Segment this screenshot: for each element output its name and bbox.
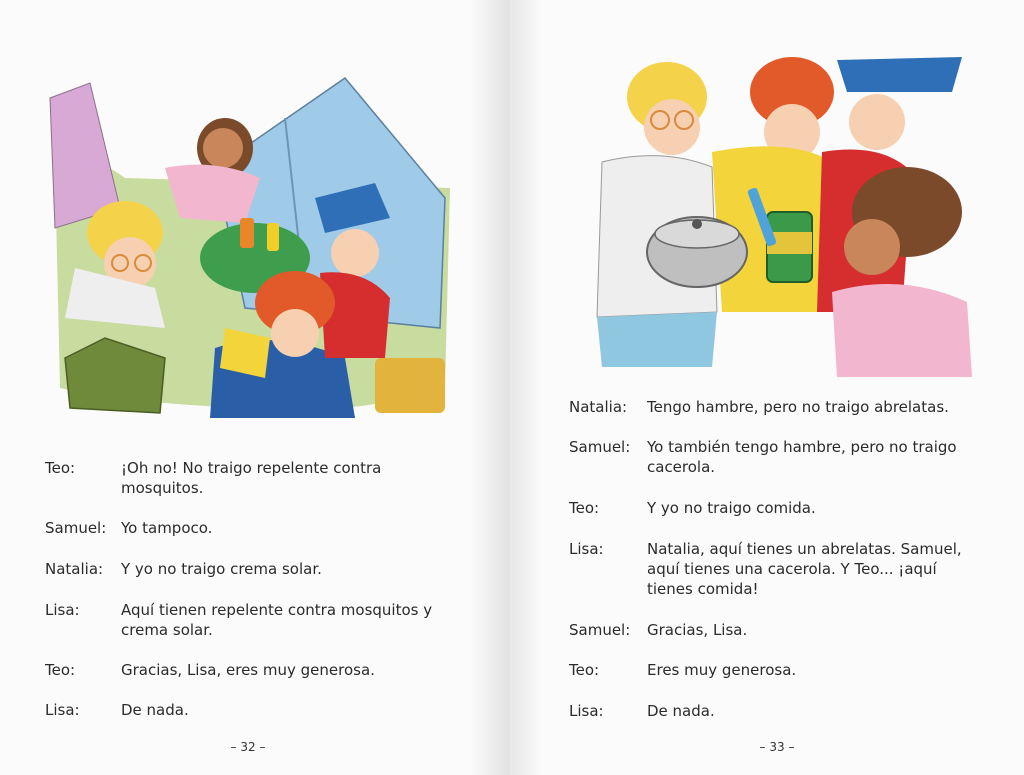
speaker-name: Lisa: (45, 601, 80, 619)
dialogue-text: Eres muy generosa. (647, 661, 797, 679)
speaker-name: Teo: (569, 499, 600, 517)
speaker-name: Teo: (45, 459, 76, 477)
speaker-name: Lisa: (569, 540, 604, 558)
dialogue-text: Yo tampoco. (121, 519, 213, 537)
speaker-name: Natalia: (45, 560, 104, 578)
dialogue-text: De nada. (647, 702, 715, 720)
speaker-name: Lisa: (45, 701, 80, 719)
cooking-illustration-right (572, 52, 982, 382)
dialogue-text: Y yo no traigo crema solar. (121, 560, 322, 578)
dialogue-text: Y yo no traigo comida. (647, 499, 816, 517)
gutter-shadow (470, 0, 510, 775)
speaker-name: Samuel: (569, 621, 631, 639)
page-number: – 33 – (759, 740, 795, 754)
dialogue-text: Natalia, aquí tienes un abrelatas. Samuel, aquí tienes una cacerola. Y Teo... ¡aquí tienes comida! (647, 540, 962, 598)
speaker-name: Lisa: (569, 702, 604, 720)
page-number: – 32 – (230, 740, 266, 754)
right-page (512, 0, 1024, 775)
speaker-name: Natalia: (569, 398, 628, 416)
dialogue-text: Yo también tengo hambre, pero no traigo cacerola. (647, 438, 957, 476)
speaker-name: Teo: (45, 661, 76, 679)
camping-illustration-left (45, 58, 450, 423)
dialogue-text: Tengo hambre, pero no traigo abrelatas. (647, 398, 949, 416)
gutter-shadow (512, 0, 542, 775)
speaker-name: Teo: (569, 661, 600, 679)
dialogue-text: Aquí tienen repelente contra mosquitos y crema solar. (121, 601, 433, 639)
dialogue-text: De nada. (121, 701, 189, 719)
dialogue-text: ¡Oh no! No traigo repelente contra mosquitos. (121, 459, 382, 497)
dialogue-text: Gracias, Lisa. (647, 621, 748, 639)
dialogue-text: Gracias, Lisa, eres muy generosa. (121, 661, 375, 679)
left-page (0, 0, 510, 775)
speaker-name: Samuel: (45, 519, 107, 537)
speaker-name: Samuel: (569, 438, 631, 456)
